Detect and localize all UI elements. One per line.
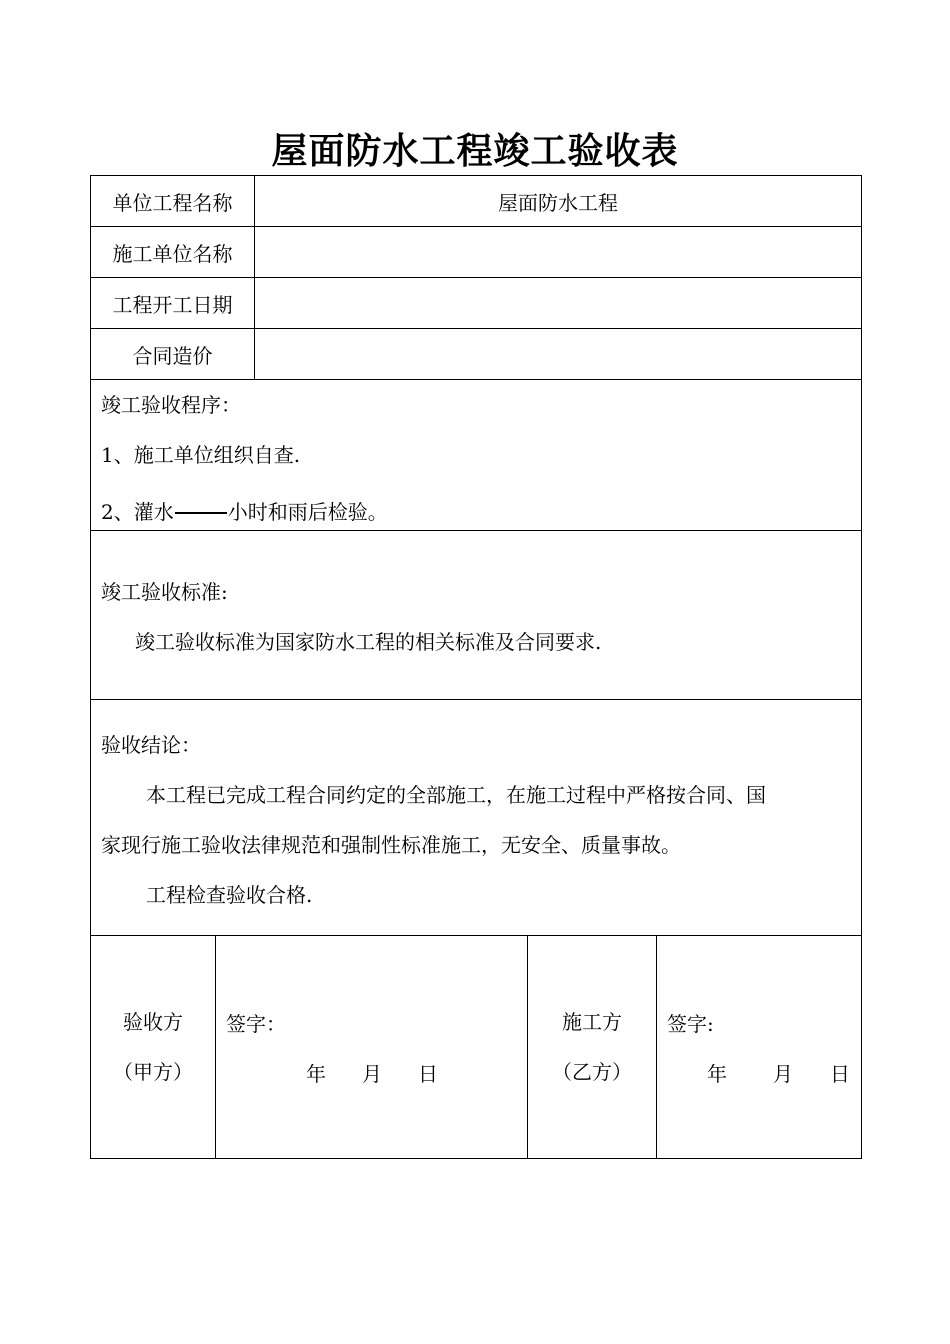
standard-heading: 竣工验收标准:	[101, 580, 228, 604]
row-contractor-name	[91, 227, 862, 278]
party-b-cell	[528, 936, 657, 1159]
project-name-label: 单位工程名称	[91, 176, 255, 227]
party-b-signature-cell[interactable]	[657, 936, 862, 1159]
party-b-name: 施工方	[562, 1010, 622, 1034]
party-a-name: 验收方	[123, 1010, 183, 1034]
hours-blank[interactable]	[175, 480, 227, 514]
contractor-name-label: 施工单位名称	[91, 227, 255, 278]
party-a-month: 月	[362, 1062, 382, 1086]
conclusion-heading: 验收结论：	[101, 733, 201, 757]
conclusion-line-2: 家现行施工验收法律规范和强制性标准施工，无安全、质量事故。	[101, 833, 681, 857]
project-name-value[interactable]: 屋面防水工程	[255, 176, 862, 227]
procedure-section	[91, 380, 862, 531]
contract-price-label: 合同造价	[91, 329, 255, 380]
page-title: 屋面防水工程竣工验收表	[271, 131, 679, 172]
procedure-step-2-suffix: 小时和雨后检验。	[227, 500, 388, 524]
party-b-year: 年	[707, 1062, 727, 1086]
party-a-year: 年	[306, 1062, 326, 1086]
start-date-value[interactable]	[255, 278, 862, 329]
row-signoff	[91, 936, 862, 1159]
procedure-step-2	[101, 480, 851, 530]
party-a-signature-cell[interactable]	[216, 936, 528, 1159]
row-start-date	[91, 278, 862, 329]
row-standard	[91, 531, 862, 700]
party-b-month: 月	[773, 1062, 793, 1086]
party-a-role: （甲方）	[113, 1060, 193, 1084]
contractor-name-value[interactable]	[255, 227, 862, 278]
contract-price-value[interactable]	[255, 329, 862, 380]
party-b-role: （乙方）	[552, 1060, 632, 1084]
party-a-day: 日	[418, 1062, 438, 1086]
row-project-name	[91, 176, 862, 227]
procedure-step-1: 1、施工单位组织自查.	[101, 443, 301, 467]
party-b-day: 日	[830, 1062, 850, 1086]
procedure-heading: 竣工验收程序：	[101, 393, 241, 417]
party-a-sign-label: 签字：	[226, 1012, 286, 1036]
row-procedure	[91, 380, 862, 531]
standard-text: 竣工验收标准为国家防水工程的相关标准及合同要求.	[135, 630, 602, 654]
acceptance-form	[90, 175, 862, 1159]
conclusion-line-3: 工程检查验收合格.	[146, 883, 313, 907]
conclusion-line-1: 本工程已完成工程合同约定的全部施工，在施工过程中严格按合同、国	[146, 783, 766, 807]
start-date-label: 工程开工日期	[91, 278, 255, 329]
party-a-cell	[91, 936, 216, 1159]
conclusion-section	[91, 700, 862, 936]
procedure-step-2-prefix: 2、灌水	[101, 500, 174, 524]
standard-section	[91, 531, 862, 700]
row-conclusion	[91, 700, 862, 936]
party-b-sign-label: 签字:	[667, 1012, 714, 1036]
row-contract-price	[91, 329, 862, 380]
